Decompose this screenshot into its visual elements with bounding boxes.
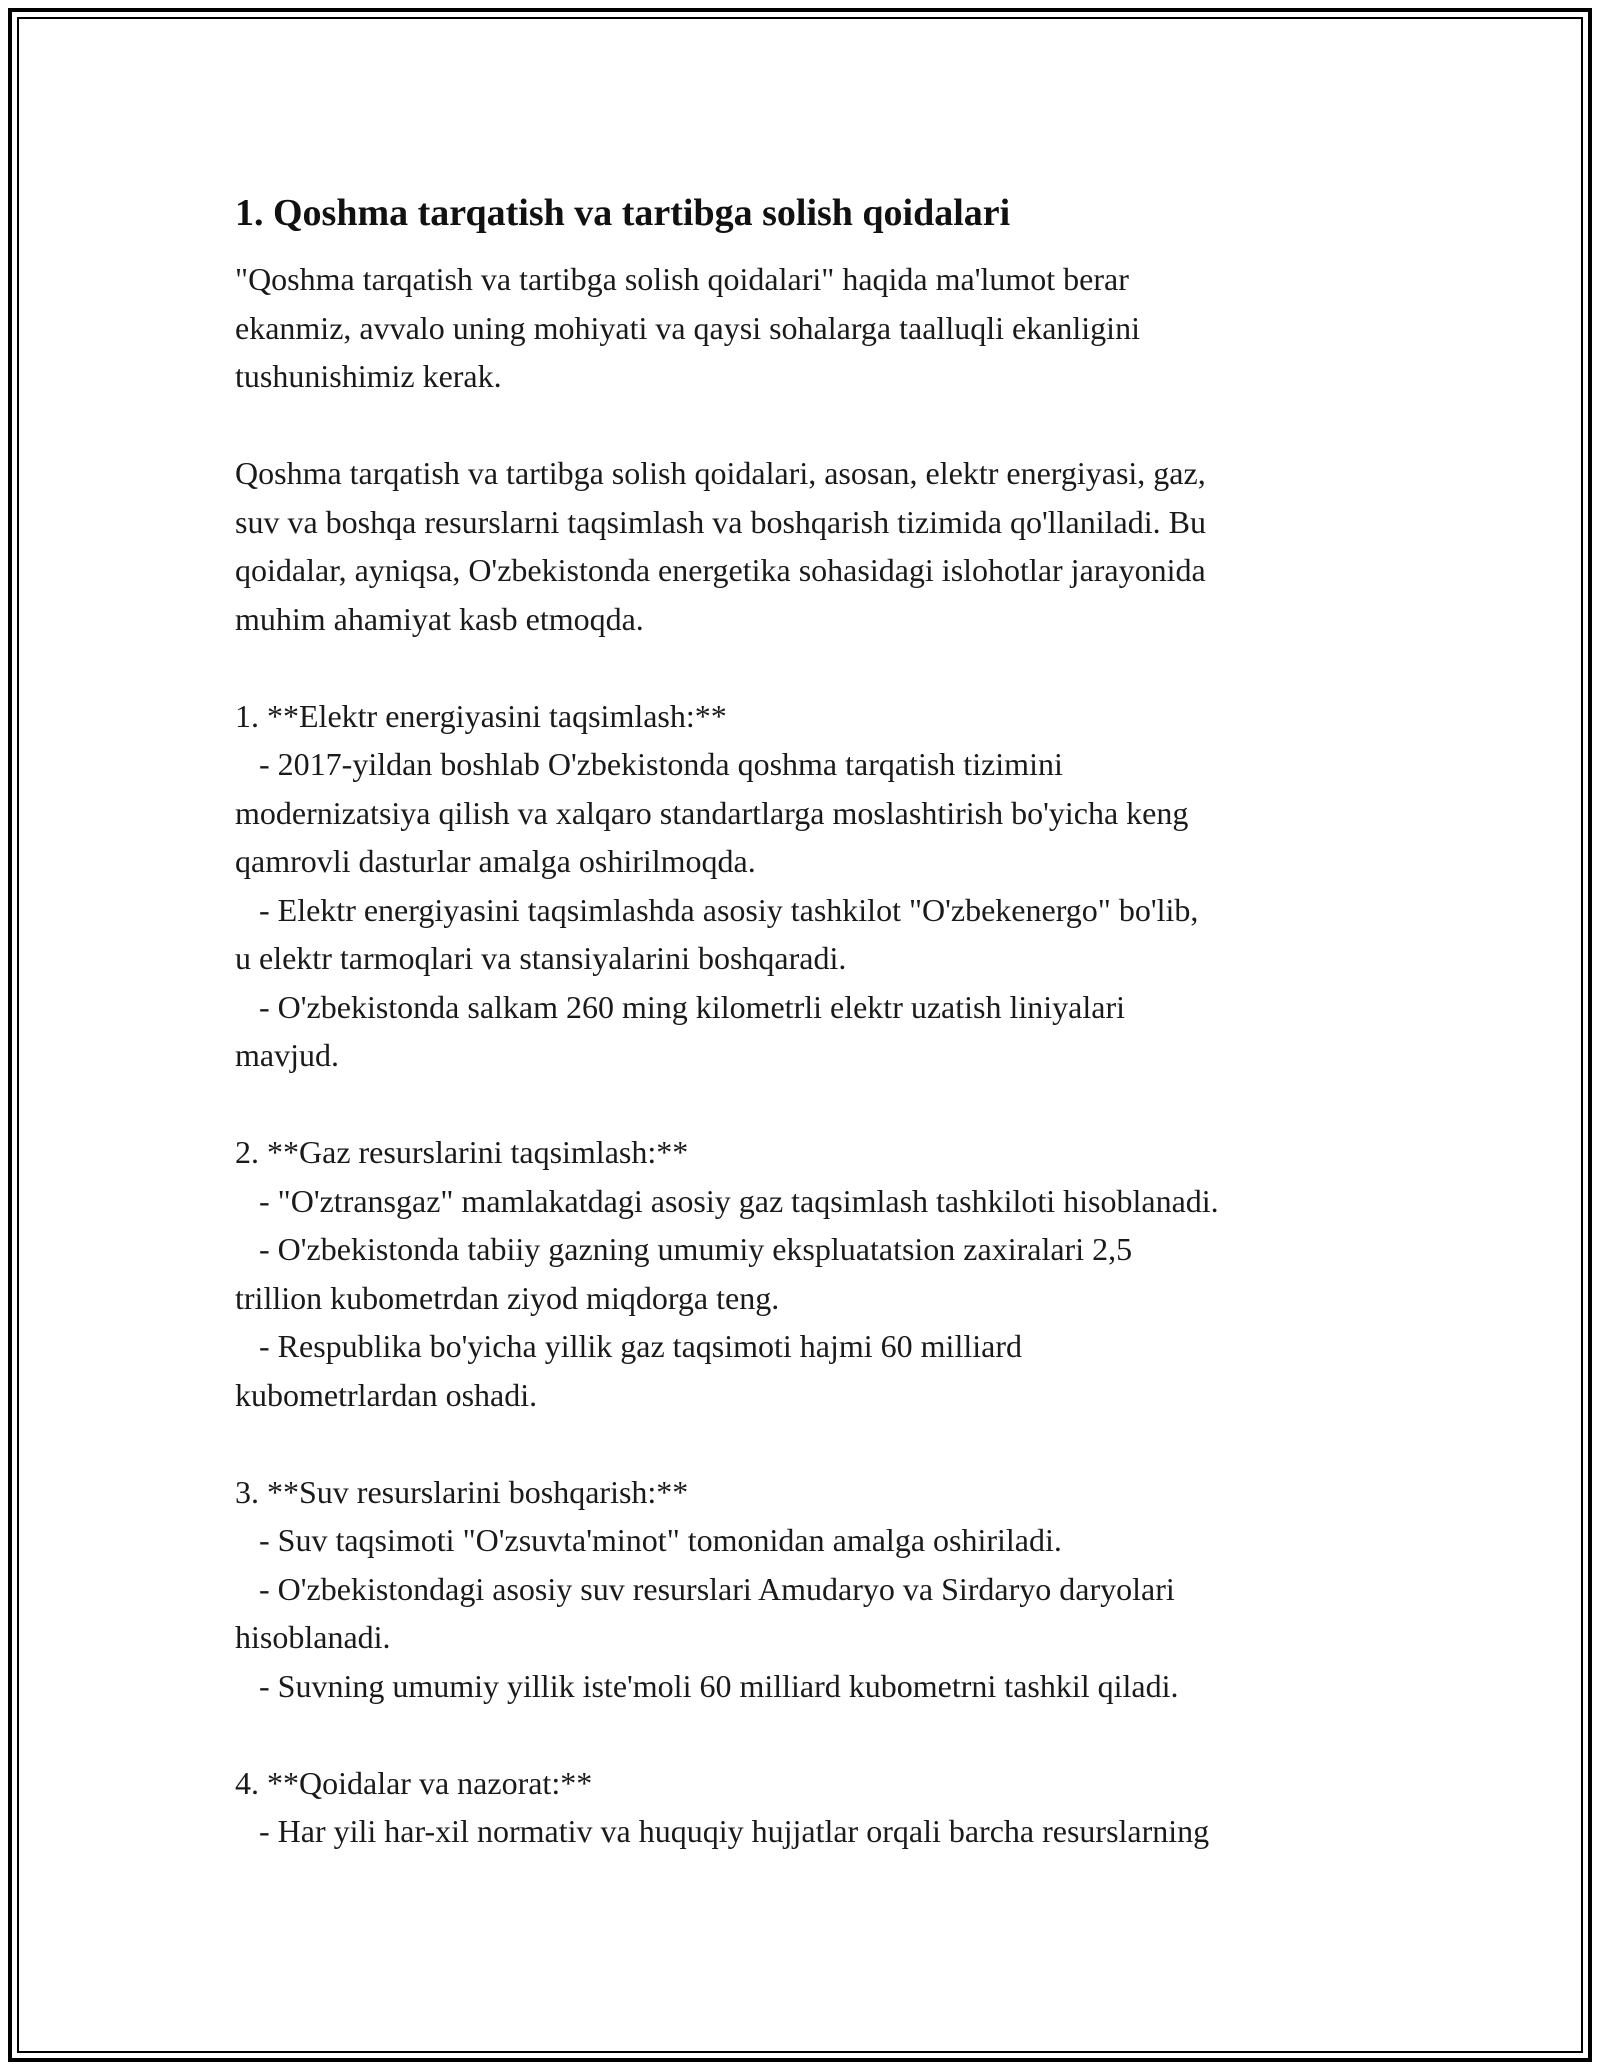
document-body <box>235 185 1385 1856</box>
section-electricity: 1. **Elektr energiyasini taqsimlash:** - 2017-yildan boshlab O'zbekistonda qoshma tarqatish tizimini modernizatsiya qilish va xalqaro standartlarga moslashtirish bo'yicha keng qamrovli dasturlar amalga oshirilmoqda. - Elektr energiyasini taqsimlashda asosiy tashkilot "O'zbekenergo" bo'lib, u elektr tarmoqlari va stansiyalarini boshqaradi. - O'zbekistonda salkam 260 ming kilometrli elektr uzatish liniyalari mavjud. <box>235 697 1199 1073</box>
paragraph-gap <box>235 1419 1385 1468</box>
section-water: 3. **Suv resurslarini boshqarish:** - Suv taqsimoti "O'zsuvta'minot" tomonidan amalga oshiriladi. - O'zbekistondagi asosiy suv resurslari Amudaryo va Sirdaryo daryolari hisoblanadi. - Suvning umumiy yillik iste'moli 60 milliard kubometrni tashkil qiladi. <box>235 1473 1179 1704</box>
intro-paragraph: "Qoshma tarqatish va tartibga solish qoidalari" haqida ma'lumot berar ekanmiz, avvalo uning mohiyati va qaysi sohalarga taalluqli ekanligini tushunishimiz kerak. <box>235 261 1140 394</box>
paragraph-gap <box>235 643 1385 692</box>
section-rules: 4. **Qoidalar va nazorat:** - Har yili har-xil normativ va huquqiy hujjatlar orqali barcha resurslarning <box>235 1764 1210 1849</box>
overview-paragraph: Qoshma tarqatish va tartibga solish qoidalari, asosan, elektr energiyasi, gaz, suv va boshqa resurslarni taqsimlash va boshqarish tizimida qo'llaniladi. Bu qoidalar, ayniqsa, O'zbekistonda energetika sohasidagi islohotlar jarayonida muhim ahamiyat kasb etmoqda. <box>235 455 1206 637</box>
paragraph-gap <box>235 1080 1385 1129</box>
paragraph-gap <box>235 1710 1385 1759</box>
section-gas: 2. **Gaz resurslarini taqsimlash:** - "O'ztransgaz" mamlakatdagi asosiy gaz taqsimlash tashkiloti hisoblanadi. - O'zbekistonda tabiiy gazning umumiy ekspluatatsion zaxiralari 2,5 trillion kubometrdan ziyod miqdorga teng. - Respublika bo'yicha yillik gaz taqsimoti hajmi 60 milliard kubometrlardan oshadi. <box>235 1134 1219 1413</box>
document-title: 1. Qoshma tarqatish va tartibga solish qoidalari <box>235 192 1011 234</box>
paragraph-gap <box>235 401 1385 450</box>
